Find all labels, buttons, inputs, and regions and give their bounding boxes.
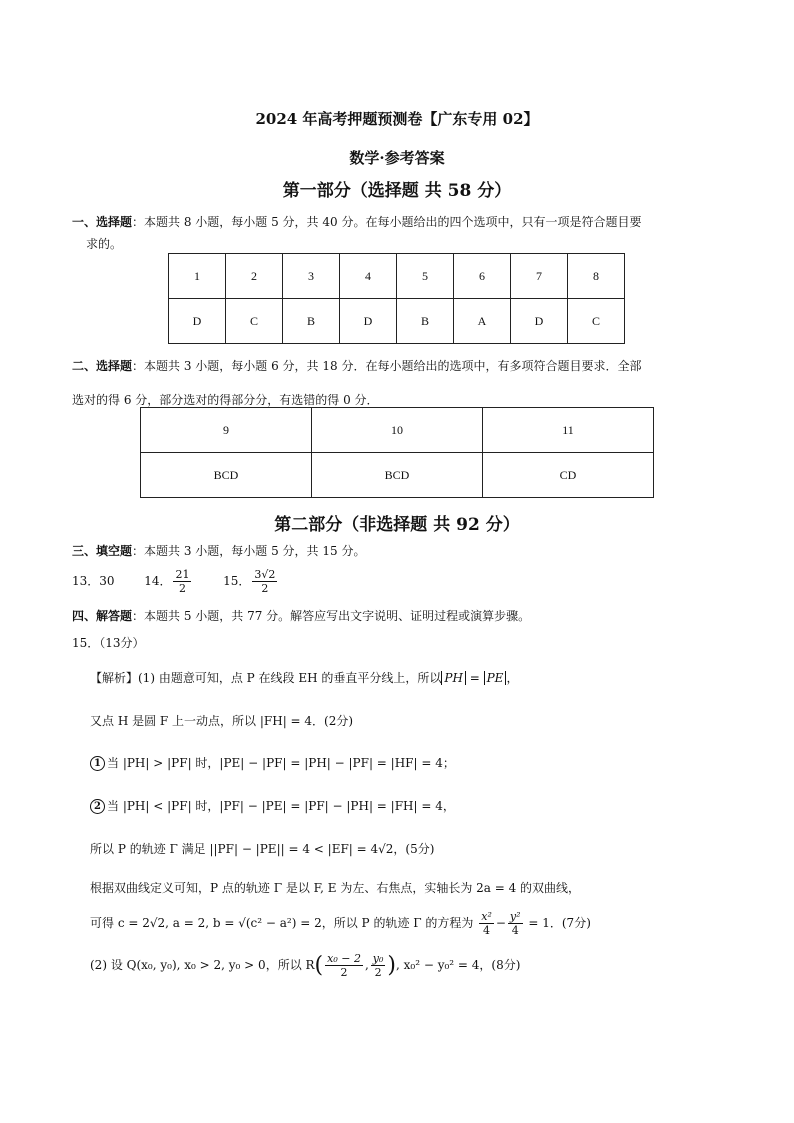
left-paren: ( — [314, 953, 324, 978]
circled-number-2: 2 — [90, 799, 105, 814]
section3-instructions — [72, 540, 728, 562]
answer-15-label: 15． — [223, 574, 251, 588]
page-subtitle: 数学·参考答案 — [349, 149, 445, 167]
denominator: 4 — [511, 924, 519, 937]
answer-table-1-numbers — [169, 254, 625, 299]
section1-text2: 求的。 — [86, 237, 123, 251]
q-answer: CD — [483, 453, 654, 498]
solution-text: , x₀² − y₀² = 4，(8分) — [396, 958, 521, 972]
solution-line-3 — [90, 754, 455, 771]
q-answer: B — [283, 299, 340, 344]
solution-text: = 1．(7分) — [528, 916, 591, 930]
q-answer: A — [454, 299, 511, 344]
solution-text: 当 |PH| > |PF| 时，|PE| − |PF| = |PH| − |PF| = |HF| = 4； — [107, 756, 455, 770]
numerator: x² — [481, 910, 492, 923]
solution-line-6: 根据双曲线定义可知，P 点的轨迹 Γ 是以 F, E 为左、右焦点，实轴长为 2a = 4 的双曲线， — [90, 881, 581, 895]
answer-table-1 — [168, 253, 625, 344]
solution-text: 【解析】(1) 由题意可知，点 P 在线段 EH 的垂直平分线上，所以 — [90, 671, 442, 685]
solution-text: = — [465, 671, 484, 685]
q-number: 11 — [483, 408, 654, 453]
q-number: 2 — [226, 254, 283, 299]
section4-label: 四、解答题 — [72, 609, 133, 623]
answer-14-numerator: 21 — [175, 568, 190, 581]
answer-15-fraction — [252, 568, 277, 595]
q-answer: B — [397, 299, 454, 344]
q-number: 8 — [568, 254, 625, 299]
problem-15-header: 15．（13分） — [72, 636, 145, 650]
section2-text2: 选对的得 6 分，部分选对的得部分分，有选错的得 0 分． — [72, 393, 379, 407]
q-number: 7 — [511, 254, 568, 299]
section4-instructions — [72, 605, 728, 627]
abs-value: PE — [484, 671, 507, 685]
page-title: 2024 年高考押题预测卷【广东专用 02】 — [255, 110, 539, 128]
fraction-y0-over-2 — [371, 952, 386, 979]
denominator: 2 — [374, 966, 382, 979]
q-answer: C — [568, 299, 625, 344]
q-number: 5 — [397, 254, 454, 299]
answer-15-numerator: 3√2 — [254, 568, 276, 581]
section1-text: ：本题共 8 小题，每小题 5 分，共 40 分。在每小题给出的四个选项中，只有一项是符合题目要 — [132, 215, 642, 229]
comma: , — [364, 958, 369, 972]
section1-label: 一、选择题 — [72, 215, 133, 229]
denominator: 2 — [340, 966, 348, 979]
q-number: 4 — [340, 254, 397, 299]
q-answer: D — [340, 299, 397, 344]
answer-table-2-answers — [141, 453, 654, 498]
answer-14-denominator: 2 — [178, 582, 186, 595]
answer-13: 13．30 — [72, 574, 115, 588]
q-number: 10 — [312, 408, 483, 453]
q-number: 9 — [141, 408, 312, 453]
circled-number-1: 1 — [90, 756, 105, 771]
q-answer: D — [511, 299, 568, 344]
q-number: 1 — [169, 254, 226, 299]
section2-label: 二、选择题 — [72, 359, 133, 373]
solution-text: ， — [506, 671, 519, 685]
part2-title: 第二部分（非选择题 共 92 分） — [274, 515, 520, 535]
q-answer: BCD — [312, 453, 483, 498]
solution-line-2: 又点 H 是圆 F 上一动点，所以 |FH| = 4．(2分) — [90, 714, 354, 728]
section4-text: ：本题共 5 小题，共 77 分。解答应写出文字说明、证明过程或演算步骤。 — [132, 609, 531, 623]
q-answer: BCD — [141, 453, 312, 498]
solution-line-5: 所以 P 的轨迹 Γ 满足 ||PF| − |PE|| = 4 < |EF| = 4√2，(5分) — [90, 842, 435, 856]
fraction-x2-over-4 — [479, 910, 494, 937]
fraction-x0-minus-2-over-2 — [325, 952, 363, 979]
solution-line-7 — [90, 910, 591, 937]
section3-label: 三、填空题 — [72, 544, 133, 558]
right-paren: ) — [387, 953, 397, 978]
solution-line-1 — [90, 669, 518, 686]
solution-text: (2) 设 Q(x₀, y₀), x₀ > 2, y₀ > 0，所以 R — [90, 958, 315, 972]
section3-text: ：本题共 3 小题，每小题 5 分，共 15 分。 — [132, 544, 366, 558]
fraction-y2-over-4 — [508, 910, 523, 937]
fill-answers — [72, 568, 279, 595]
section2-text: ：本题共 3 小题，每小题 6 分，共 18 分．在每小题给出的选项中，有多项符合题目要求．全部 — [132, 359, 642, 373]
numerator: x₀ − 2 — [327, 952, 361, 965]
answer-15-denominator: 2 — [261, 582, 269, 595]
answer-table-2 — [140, 407, 654, 498]
q-answer: C — [226, 299, 283, 344]
answer-table-1-answers — [169, 299, 625, 344]
solution-text: 当 |PH| < |PF| 时，|PF| − |PE| = |PF| − |PH| = |FH| = 4， — [107, 799, 455, 813]
numerator: y₀ — [372, 952, 384, 965]
part1-title: 第一部分（选择题 共 58 分） — [282, 181, 512, 201]
minus-sign: − — [495, 916, 506, 930]
section1-instructions — [72, 211, 728, 255]
abs-value: PH — [441, 671, 466, 685]
numerator: y² — [509, 910, 521, 923]
answer-table-2-numbers — [141, 408, 654, 453]
answer-14-label: 14． — [144, 574, 172, 588]
answer-14-fraction — [173, 568, 191, 595]
solution-line-4 — [90, 797, 455, 814]
denominator: 4 — [483, 924, 491, 937]
q-number: 6 — [454, 254, 511, 299]
q-number: 3 — [283, 254, 340, 299]
solution-line-8 — [90, 952, 520, 979]
q-answer: D — [169, 299, 226, 344]
solution-text: 可得 c = 2√2, a = 2, b = √(c² − a²) = 2，所以 P 的轨迹 Γ 的方程为 — [90, 916, 474, 930]
